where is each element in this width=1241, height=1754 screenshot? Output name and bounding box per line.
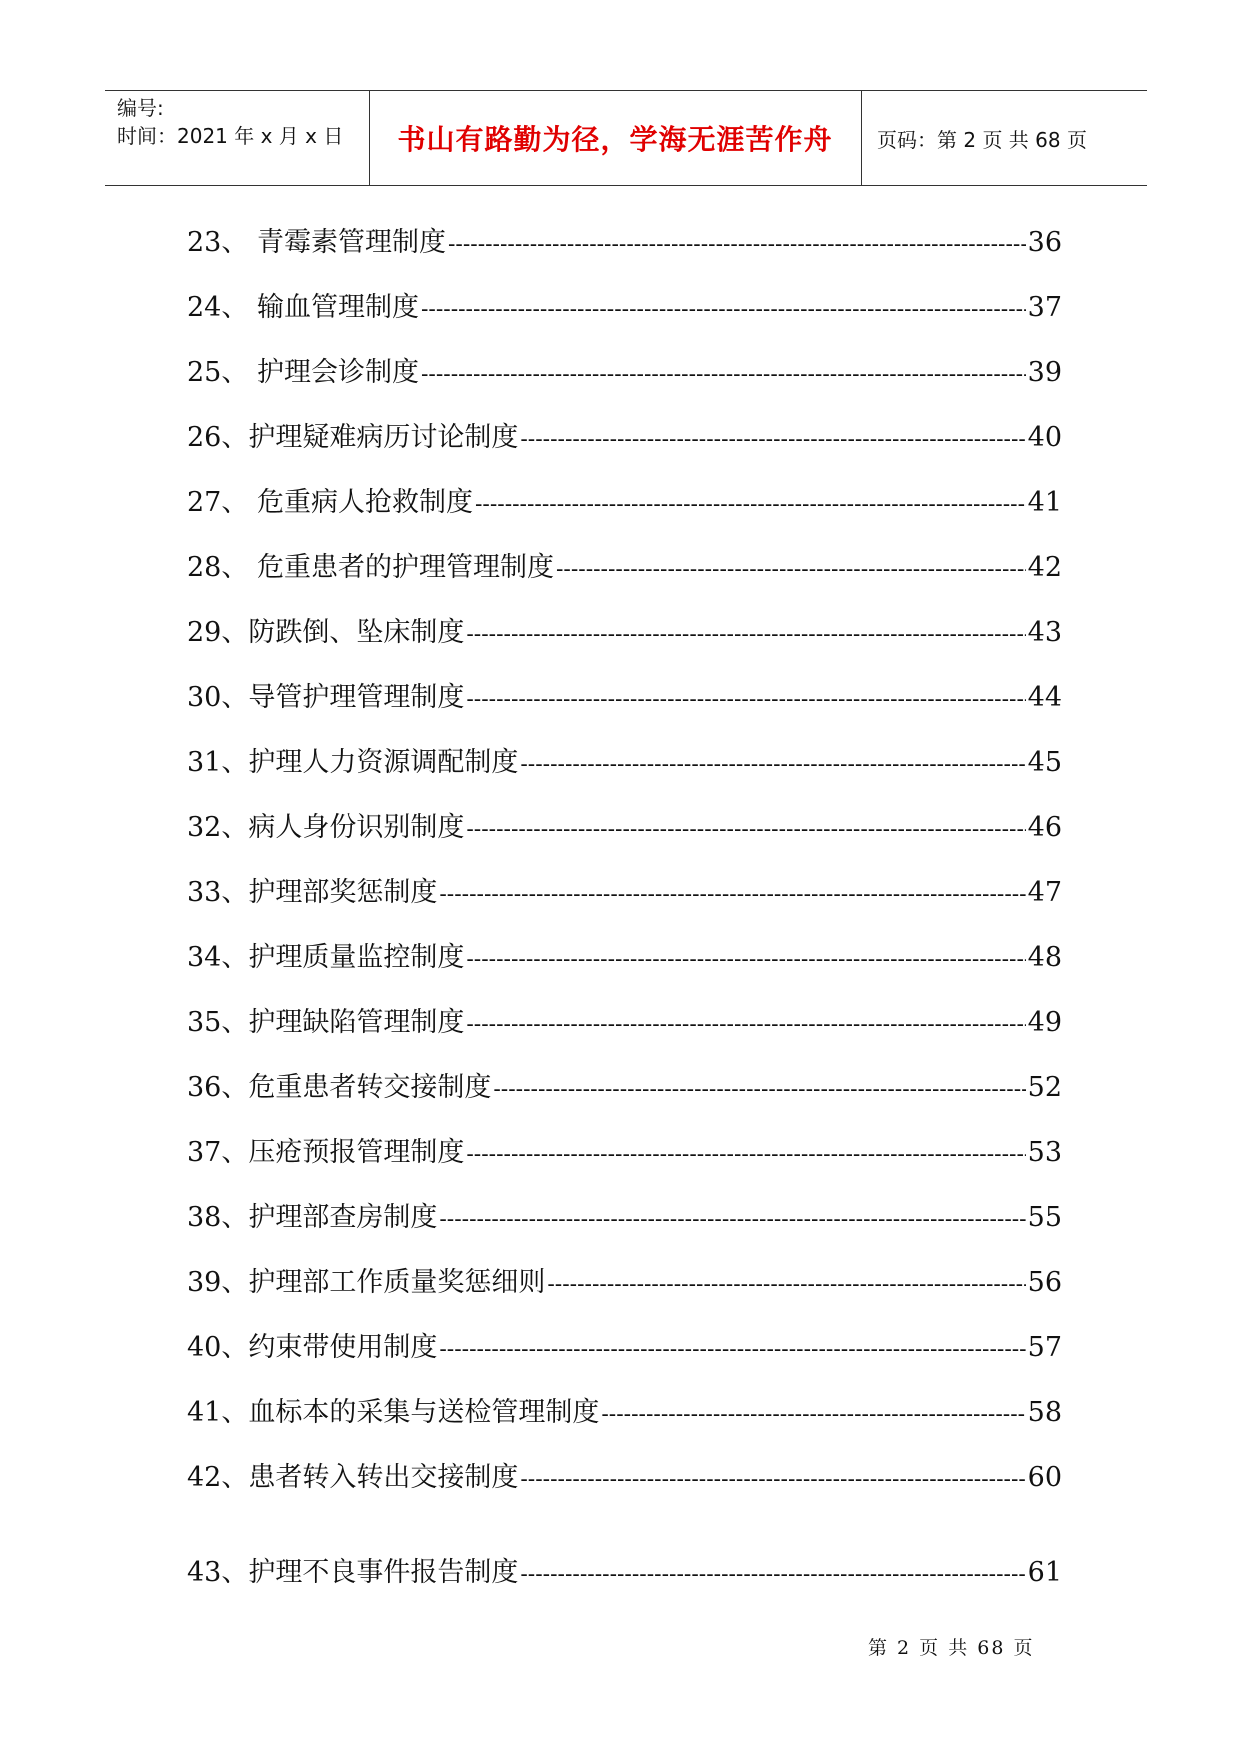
toc-entry-title: 33、护理部奖惩制度 [187,877,438,908]
toc-entry-page: 37 [1027,292,1062,323]
toc-entry[interactable] [187,610,1062,650]
toc-entry-page: 56 [1027,1267,1062,1298]
toc-entry-page: 48 [1027,942,1062,973]
toc-leader-dashes [421,362,1026,387]
toc-entry-page: 52 [1027,1072,1062,1103]
toc-leader-dashes [520,1562,1025,1587]
toc-entry-page: 39 [1027,357,1062,388]
page-label: 页码：第 2 页 共 68 页 [877,127,1087,152]
toc-entry-page: 58 [1027,1397,1062,1428]
header-meta-cell [105,91,370,185]
toc-entry[interactable] [187,675,1062,715]
toc-entry-page: 61 [1027,1557,1062,1588]
toc-entry-title: 29、防跌倒、坠床制度 [187,617,465,648]
toc-leader-dashes [439,1337,1025,1362]
toc-leader-dashes [466,817,1025,842]
toc-entry-title: 31、护理人力资源调配制度 [187,747,519,778]
toc-entry[interactable] [187,1550,1062,1590]
motto-text: 书山有路勤为径，学海无涯苦作舟 [397,123,833,156]
toc-entry-page: 42 [1027,552,1062,583]
toc-entry-page: 41 [1027,487,1062,518]
toc-leader-dashes [439,882,1025,907]
toc-leader-dashes [421,297,1026,322]
toc-leader-dashes [466,947,1025,972]
toc-leader-dashes [520,752,1025,777]
document-header [105,90,1147,186]
toc-leader-dashes [601,1402,1025,1427]
toc-entry-title: 34、护理质量监控制度 [187,942,465,973]
toc-entry-page: 36 [1027,227,1062,258]
toc-entry[interactable] [187,870,1062,910]
serial-label: 编号: [117,96,164,120]
toc-entry-title: 40、约束带使用制度 [187,1332,438,1363]
toc-entry-page: 55 [1027,1202,1062,1233]
toc-entry-page: 46 [1027,812,1062,843]
toc-entry-page: 44 [1027,682,1062,713]
toc-entry-title: 35、护理缺陷管理制度 [187,1007,465,1038]
toc-entry[interactable] [187,1260,1062,1300]
toc-entry-title: 43、护理不良事件报告制度 [187,1557,519,1588]
toc-entry[interactable] [187,1130,1062,1170]
toc-entry-title: 28、 危重患者的护理管理制度 [187,552,554,583]
toc-entry-title: 38、护理部查房制度 [187,1202,438,1233]
toc-leader-dashes [439,1207,1025,1232]
toc-entry[interactable] [187,1065,1062,1105]
toc-entry-page: 43 [1027,617,1062,648]
toc-leader-dashes [475,492,1026,517]
toc-entry-title: 23、 青霉素管理制度 [187,227,446,258]
toc-entry-title: 39、护理部工作质量奖惩细则 [187,1267,546,1298]
toc-entry-title: 42、患者转入转出交接制度 [187,1462,519,1493]
toc-leader-dashes [466,687,1025,712]
toc-entry[interactable] [187,740,1062,780]
toc-leader-dashes [466,1142,1025,1167]
toc-entry[interactable] [187,350,1062,390]
toc-entry-page: 45 [1027,747,1062,778]
toc-entry-page: 49 [1027,1007,1062,1038]
toc-leader-dashes [547,1272,1025,1297]
toc-entry-title: 25、 护理会诊制度 [187,357,419,388]
toc-entry[interactable] [187,285,1062,325]
toc-entry-page: 47 [1027,877,1062,908]
toc-leader-dashes [448,232,1026,257]
toc-entry-title: 24、 输血管理制度 [187,292,419,323]
toc-entry[interactable] [187,1390,1062,1430]
toc-entry[interactable] [187,1000,1062,1040]
time-label: 时间：2021 年 x 月 x 日 [117,124,344,148]
toc-entry-title: 41、血标本的采集与送检管理制度 [187,1397,600,1428]
toc-entry[interactable] [187,545,1062,585]
header-motto-cell [369,91,862,185]
toc-leader-dashes [520,1467,1025,1492]
toc-entry-page: 57 [1027,1332,1062,1363]
toc-leader-dashes [493,1077,1025,1102]
toc-entry-title: 32、病人身份识别制度 [187,812,465,843]
toc-entry-title: 26、护理疑难病历讨论制度 [187,422,519,453]
toc-entry[interactable] [187,1455,1062,1495]
page-footer: 第 2 页 共 68 页 [868,1637,1035,1659]
toc-entry-page: 53 [1027,1137,1062,1168]
toc-entry-title: 30、导管护理管理制度 [187,682,465,713]
toc-entry[interactable] [187,1195,1062,1235]
toc-leader-dashes [466,622,1025,647]
header-page-cell [861,91,1147,185]
toc-entry-page: 40 [1027,422,1062,453]
toc-entry[interactable] [187,935,1062,975]
toc-entry-title: 36、危重患者转交接制度 [187,1072,492,1103]
toc-entry[interactable] [187,220,1062,260]
toc-entry[interactable] [187,1325,1062,1365]
toc-entry[interactable] [187,480,1062,520]
toc-entry[interactable] [187,805,1062,845]
toc-entry-title: 27、 危重病人抢救制度 [187,487,473,518]
toc-leader-dashes [520,427,1025,452]
toc-entry[interactable] [187,415,1062,455]
toc-leader-dashes [466,1012,1025,1037]
toc-leader-dashes [556,557,1026,582]
toc-entry-page: 60 [1027,1462,1062,1493]
toc-entry-title: 37、压疮预报管理制度 [187,1137,465,1168]
